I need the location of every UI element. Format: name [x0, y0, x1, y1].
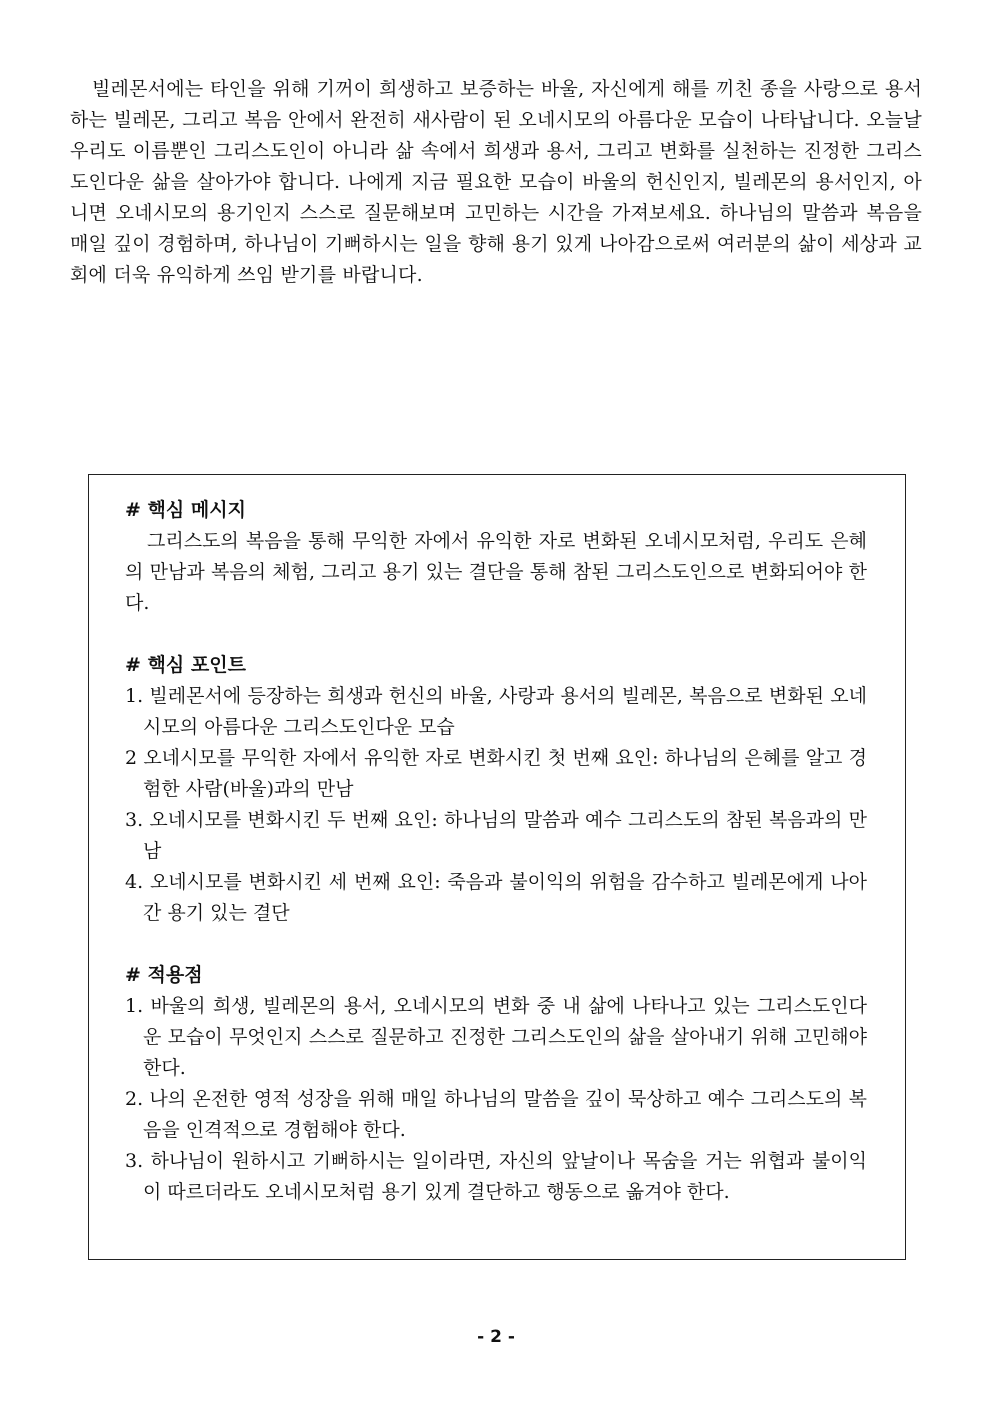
core-message-heading: # 핵심 메시지: [125, 499, 246, 521]
summary-box: [88, 474, 906, 1260]
core-points-section: [125, 650, 867, 929]
summary-box-content: [125, 495, 867, 1208]
application-list: [125, 991, 867, 1208]
page-number: - 2 -: [477, 1327, 515, 1347]
intro-paragraph: 빌레몬서에는 타인을 위해 기꺼이 희생하고 보증하는 바울, 자신에게 해를 끼친 종을 사랑으로 용서하는 빌레몬, 그리고 복음 안에서 완전히 새사람이 된 오네시모의 아름다운 모습이 나타납니다. 오늘날 우리도 이름뿐인 그리스도인이 아니라 삶 속에서 희생과 용서, 그리고 변화를 실천하는 진정한 그리스도인다운 삶을 살아가야 합니다. 나에게 지금 필요한 모습이 바울의 헌신인지, 빌레몬의 용서인지, 아니면 오네시모의 용기인지 스스로 질문해보며 고민하는 시간을 가져보세요. 하나님의 말씀과 복음을 매일 깊이 경험하며, 하나님이 기뻐하시는 일을 향해 용기 있게 나아감으로써 여러분의 삶이 세상과 교회에 더욱 유익하게 쓰임 받기를 바랍니다.: [70, 78, 922, 286]
core-point-item-3: 3. 오네시모를 변화시킨 두 번째 요인: 하나님의 말씀과 예수 그리스도의 참된 복음과의 만남: [125, 809, 867, 862]
core-point-item-1: 1. 빌레몬서에 등장하는 희생과 헌신의 바울, 사랑과 용서의 빌레몬, 복음으로 변화된 오네시모의 아름다운 그리스도인다운 모습: [125, 685, 867, 738]
core-points-heading: # 핵심 포인트: [125, 654, 246, 676]
core-points-list: [125, 681, 867, 929]
section-spacer: [125, 619, 867, 650]
section-spacer: [125, 929, 867, 960]
application-item-3: 3. 하나님이 원하시고 기뻐하시는 일이라면, 자신의 앞날이나 목숨을 거는 위협과 불이익이 따르더라도 오네시모처럼 용기 있게 결단하고 행동으로 옮겨야 한다.: [125, 1150, 867, 1203]
core-point-item-4: 4. 오네시모를 변화시킨 세 번째 요인: 죽음과 불이익의 위험을 감수하고 빌레몬에게 나아간 용기 있는 결단: [125, 871, 867, 924]
core-message-section: [125, 495, 867, 619]
core-point-item-2: 2 오네시모를 무익한 자에서 유익한 자로 변화시킨 첫 번째 요인: 하나님의 은혜를 알고 경험한 사람(바울)과의 만남: [125, 747, 867, 800]
application-heading: # 적용점: [125, 964, 203, 986]
application-item-1: 1. 바울의 희생, 빌레몬의 용서, 오네시모의 변화 중 내 삶에 나타나고 있는 그리스도인다운 모습이 무엇인지 스스로 질문하고 진정한 그리스도인의 삶을 살아내기 위해 고민해야 한다.: [125, 995, 867, 1079]
application-section: [125, 960, 867, 1208]
core-message-body: 그리스도의 복음을 통해 무익한 자에서 유익한 자로 변화된 오네시모처럼, 우리도 은혜의 만남과 복음의 체험, 그리고 용기 있는 결단을 통해 참된 그리스도인으로 변화되어야 한다.: [125, 530, 867, 614]
application-item-2: 2. 나의 온전한 영적 성장을 위해 매일 하나님의 말씀을 깊이 묵상하고 예수 그리스도의 복음을 인격적으로 경험해야 한다.: [125, 1088, 867, 1141]
